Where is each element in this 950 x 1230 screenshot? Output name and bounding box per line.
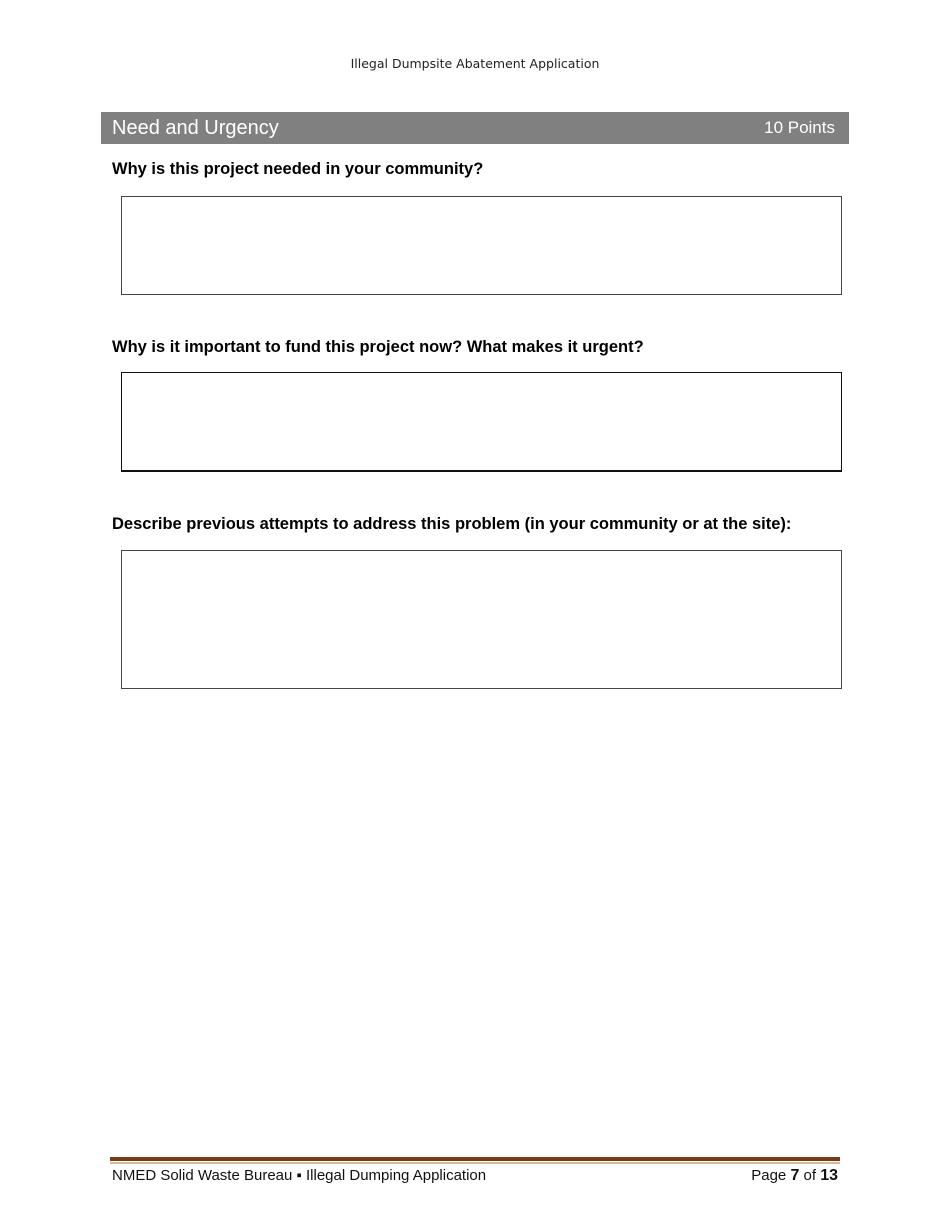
page-current: 7 xyxy=(790,1167,800,1184)
section-title: Need and Urgency xyxy=(112,116,279,139)
page-separator: of xyxy=(799,1167,821,1184)
footer-divider xyxy=(110,1157,840,1161)
answer-field-previous-attempts[interactable] xyxy=(121,550,842,689)
answer-field-need[interactable] xyxy=(121,196,842,295)
page-prefix: Page xyxy=(751,1167,791,1184)
footer-page-number xyxy=(751,1167,838,1185)
question-label-need: Why is this project needed in your community? xyxy=(112,160,484,178)
page-header-title: Illegal Dumpsite Abatement Application xyxy=(350,56,600,71)
question-label-urgency: Why is it important to fund this project now? What makes it urgent? xyxy=(112,338,644,356)
section-header-bar xyxy=(101,112,849,144)
question-label-previous-attempts: Describe previous attempts to address this problem (in your community or at the site): xyxy=(112,515,792,533)
answer-field-urgency[interactable] xyxy=(121,372,842,472)
page-total: 13 xyxy=(820,1167,838,1184)
section-points: 10 Points xyxy=(764,118,835,137)
footer-divider-accent xyxy=(110,1162,840,1164)
footer-org-text: NMED Solid Waste Bureau ▪ Illegal Dumping Application xyxy=(112,1167,487,1184)
